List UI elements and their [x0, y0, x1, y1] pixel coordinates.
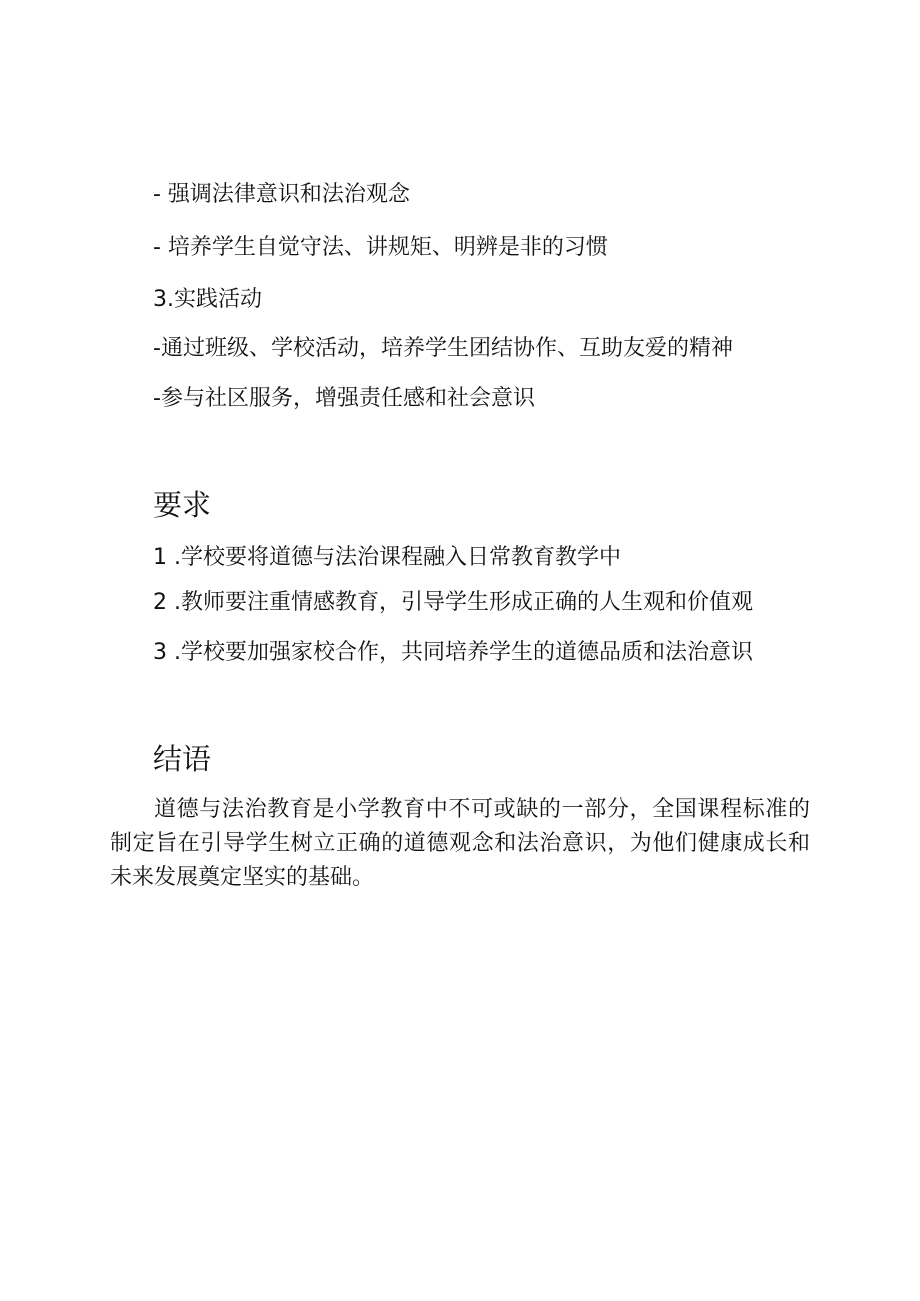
requirement-item-1: 1 .学校要将道德与法治课程融入日常教育教学中 [153, 545, 621, 570]
list-item-law-abiding-habits: - 培养学生自觉守法、讲规矩、明辨是非的习惯 [153, 235, 608, 260]
heading-conclusion: 结语 [153, 742, 212, 776]
subheading-practice-activities: 3.实践活动 [153, 287, 262, 312]
conclusion-paragraph: 道德与法治教育是小学教育中不可或缺的一部分，全国课程标准的制定旨在引导学生树立正确的道德观念和法治意识，为他们健康成长和未来发展奠定坚实的基础。 [110, 797, 810, 890]
requirement-item-3: 3 .学校要加强家校合作，共同培养学生的道德品质和法治意识 [153, 640, 753, 665]
requirement-item-2: 2 .教师要注重情感教育，引导学生形成正确的人生观和价值观 [153, 590, 753, 615]
list-item-class-school-activities: -通过班级、学校活动，培养学生团结协作、互助友爱的精神 [153, 336, 733, 361]
list-item-law-awareness: - 强调法律意识和法治观念 [153, 182, 410, 207]
list-item-community-service: -参与社区服务，增强责任感和社会意识 [153, 386, 535, 411]
heading-requirements: 要求 [153, 488, 212, 522]
